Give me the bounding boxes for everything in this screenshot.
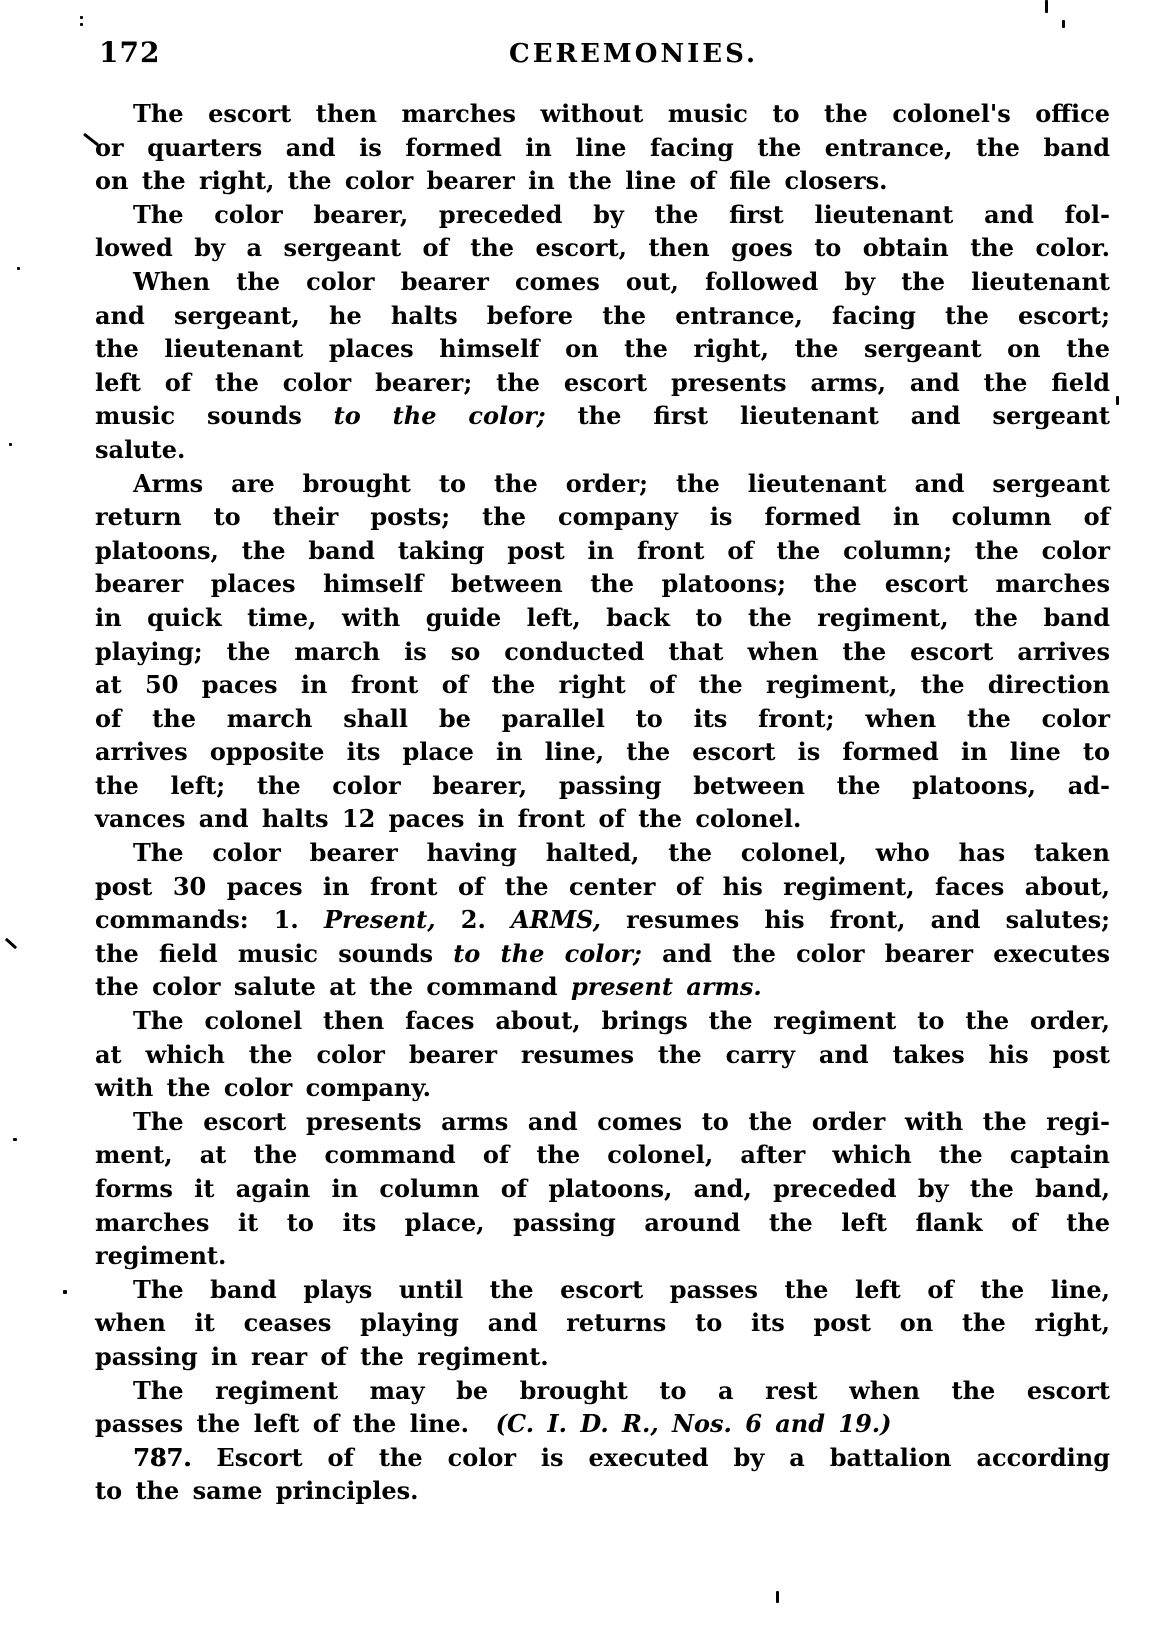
text-line [95,500,1110,534]
text-line [95,1374,1110,1408]
text-segment: The colonel then faces about, brings the regiment to the order, [133,1006,1110,1036]
text-segment: platoons, the band taking post in front of the column; the color [95,535,1110,565]
text-line [95,1172,1110,1206]
text-line [95,1004,1110,1038]
text-segment: lowed by a sergeant of the escort, then goes to obtain the color. [95,233,1110,263]
text-segment: The escort then marches without music to the colonel's office [133,99,1110,128]
text-segment: vances and halts 12 paces in front of the colonel. [95,804,802,834]
text-segment: left of the color bearer; the escort presents arms, and the field [95,367,1110,397]
text-line [95,433,1110,467]
scan-artifact [13,1138,17,1141]
text-segment: when it ceases playing and returns to its post on the right, [95,1308,1110,1338]
text-line [95,164,1110,198]
text-line [95,870,1110,904]
text-segment: return to their posts; the company is formed in column of [95,502,1110,532]
scan-artifact [776,1591,779,1603]
text-segment: with the color company. [95,1073,431,1103]
scan-artifact [1045,0,1048,13]
text-line [95,332,1110,366]
text-segment: resumes his front, and salutes; [600,905,1110,935]
page-body [95,97,1110,1508]
text-segment: When the color bearer comes out, followed by the lieutenant [133,266,1110,296]
running-header: CEREMONIES. [509,39,759,69]
text-segment: forms it again in column of platoons, and, preceded by the band, [95,1174,1110,1203]
text-line [95,735,1110,769]
text-line [95,1407,1110,1441]
text-line [95,937,1110,971]
text-segment: bearer places himself between the platoons; the escort marches [95,569,1110,599]
text-segment: of the march shall be parallel to its front; when the color [95,703,1110,733]
text-line [95,1340,1110,1374]
text-segment: regiment. [95,1241,227,1271]
paragraph [95,1273,1110,1374]
text-line [95,601,1110,635]
scan-artifact [1116,396,1119,405]
scan-artifact [17,267,20,270]
paragraph [95,1441,1110,1508]
scan-artifact [80,23,83,26]
text-line [95,802,1110,836]
italic-phrase: ARMS, [511,905,601,935]
paragraph [95,1105,1110,1273]
text-line [95,1273,1110,1307]
text-segment: 2. [435,905,512,935]
text-segment: in quick time, with guide left, back to the regiment, the band [95,602,1110,632]
italic-phrase: present arms. [570,972,762,1002]
text-line [95,769,1110,803]
italic-phrase: Present, [323,905,436,935]
text-line [95,635,1110,669]
scan-artifact [9,443,12,446]
text-segment: passes the left of the line. [95,1409,496,1439]
text-line [95,231,1110,265]
text-segment: the left; the color bearer, passing between the platoons, ad- [95,770,1110,800]
text-line [95,702,1110,736]
text-line [95,97,1110,131]
text-segment: commands: 1. [95,905,324,935]
paragraph [95,265,1110,467]
scan-artifact [5,938,17,950]
text-line [95,198,1110,232]
text-segment: salute. [95,434,186,464]
paragraph [95,198,1110,265]
scan-artifact [63,1290,67,1294]
text-line [95,265,1110,299]
text-line [95,567,1110,601]
text-line [95,1105,1110,1139]
text-line [95,970,1110,1004]
text-line [95,299,1110,333]
text-segment: the lieutenant places himself on the right, the sergeant on the [95,334,1110,364]
paragraph [95,467,1110,837]
text-line [95,903,1110,937]
text-segment: The escort presents arms and comes to the order with the regi- [133,1106,1110,1136]
text-line [95,467,1110,501]
text-segment: to the same principles. [95,1476,419,1506]
text-line [95,1071,1110,1105]
scan-artifact [1062,20,1065,28]
italic-phrase: to the color; [333,401,546,431]
text-line [95,1038,1110,1072]
scan-artifact [80,16,83,19]
text-segment: arrives opposite its place in line, the escort is formed in line to [95,737,1110,767]
text-segment: the field music sounds [95,938,454,968]
paragraph-number: 787. [133,1442,192,1472]
text-segment: and sergeant, he halts before the entrance, facing the escort; [95,300,1110,330]
text-line [95,366,1110,400]
text-segment: The color bearer having halted, the colonel, who has taken [133,838,1110,868]
text-segment: and the color bearer executes [641,938,1110,968]
text-line [95,1138,1110,1172]
text-line [95,1474,1110,1508]
text-segment: The band plays until the escort passes the left of the line, [133,1274,1110,1304]
paragraph [95,1004,1110,1105]
page-number: 172 [99,36,161,69]
text-segment: ment, at the command of the colonel, after which the captain [95,1140,1110,1170]
text-segment: music sounds [95,401,334,431]
italic-phrase: to the color; [453,938,642,968]
text-segment: at which the color bearer resumes the carry and takes his post [95,1039,1110,1069]
text-line [95,1306,1110,1340]
text-line [95,1239,1110,1273]
text-segment: marches it to its place, passing around the left flank of the [95,1207,1110,1237]
text-line [95,534,1110,568]
text-line [95,668,1110,702]
paragraph [95,97,1110,198]
italic-phrase: (C. I. D. R., Nos. 6 and 19.) [495,1409,892,1439]
text-segment: the color salute at the command [95,972,571,1002]
text-segment: post 30 paces in front of the center of his regiment, faces about, [95,871,1110,901]
text-segment: on the right, the color bearer in the line of file closers. [95,166,888,196]
paragraph [95,1374,1110,1441]
text-segment: at 50 paces in front of the right of the regiment, the direction [95,670,1110,700]
text-line [95,131,1110,165]
text-segment: passing in rear of the regiment. [95,1341,549,1371]
text-segment: playing; the march is so conducted that when the escort arrives [95,636,1110,666]
text-segment: the first lieutenant and sergeant [545,401,1110,431]
text-line [95,399,1110,433]
text-line [95,1441,1110,1475]
text-segment: The regiment may be brought to a rest when the escort [133,1375,1110,1405]
text-line [95,836,1110,870]
text-segment: Escort of the color is executed by a battalion according [191,1442,1110,1472]
text-segment: or quarters and is formed in line facing the entrance, the band [95,132,1110,162]
text-line [95,1206,1110,1240]
text-segment: Arms are brought to the order; the lieutenant and sergeant [133,468,1110,498]
text-segment: The color bearer, preceded by the first lieutenant and fol- [133,199,1110,229]
paragraph [95,836,1110,1004]
